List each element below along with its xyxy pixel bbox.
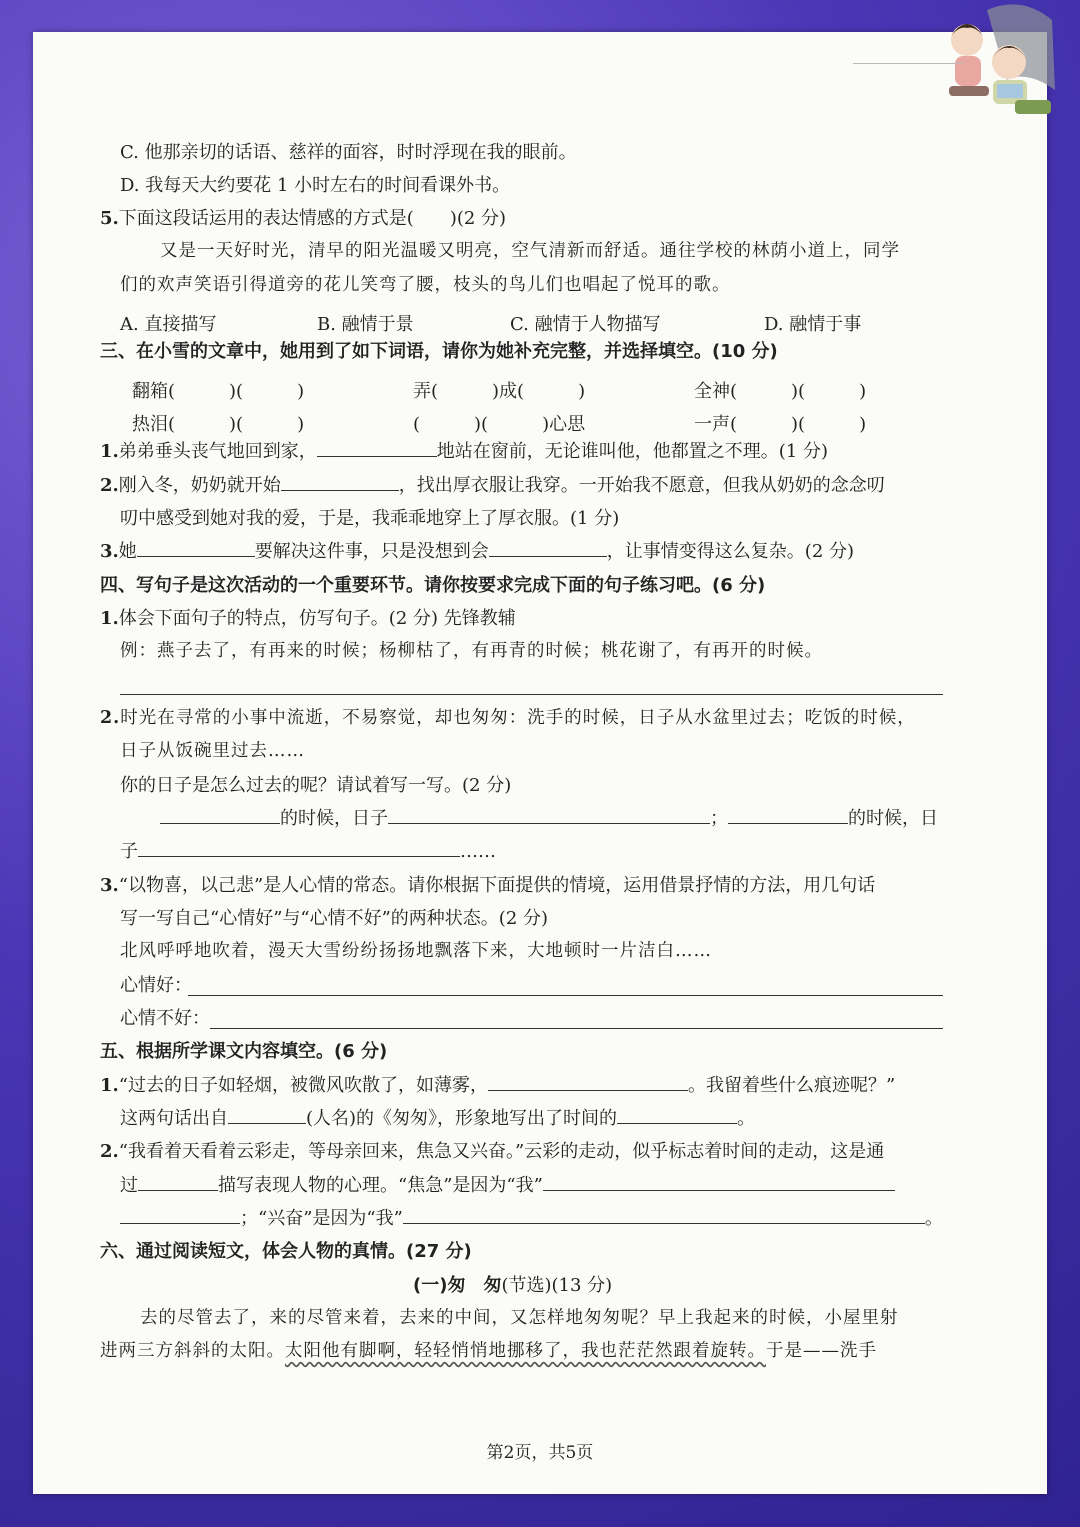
s4-q2-line-2: 日子从饭碗里过去……: [120, 741, 305, 761]
s5-q2-line-3: [120, 1210, 943, 1228]
s4-q2-fill-text-2: ；: [710, 808, 728, 829]
s5-q1-text-d: (人名)的《匆匆》，形象地写出了时间的: [306, 1108, 618, 1129]
s4-q2-number: 2.: [100, 708, 121, 728]
s3-q3-blank-1[interactable]: [137, 555, 255, 557]
s3-q1: [100, 443, 828, 461]
s5-q2-text-e: 。: [924, 1208, 943, 1229]
s3-q3-text-c: ，让事情变得这么复杂。(2 分): [606, 541, 855, 562]
s5-q2-blank-3[interactable]: [120, 1222, 240, 1224]
s4-q2-fill-text-5: ……: [460, 841, 496, 862]
s3-q2-cont: 叨中感受到她对我的爱，于是，我乖乖地穿上了厚衣服。(1 分): [120, 508, 620, 529]
s5-q2-text-a: “我看着天看着云彩走，等母亲回来，焦急又兴奋。”云彩的走动，似乎标志着时间的走动，这是通: [118, 1141, 885, 1162]
s6-passage-text-c: 于是——洗手: [766, 1341, 877, 1361]
s4-q2-blank-2[interactable]: [388, 822, 710, 824]
s6-passage-text-a: 进两三方斜斜的太阳。: [100, 1341, 285, 1361]
s3-q2: [100, 477, 885, 495]
s4-q2-fill-row: [160, 810, 938, 828]
s5-q2-blank-1[interactable]: [138, 1189, 218, 1191]
s5-q2-blank-2[interactable]: [543, 1189, 895, 1191]
s3-q3-blank-2[interactable]: [489, 555, 607, 557]
s6-passage-line-1: 去的尽管去了，来的尽管来着，去来的中间，又怎样地匆匆呢？早上我起来的时候，小屋里射: [140, 1308, 899, 1328]
s4-q2-blank-4[interactable]: [138, 855, 460, 857]
s6-sub-title: [413, 1277, 612, 1295]
s4-q1-example: 例：燕子去了，有再来的时候；杨柳枯了，有再青的时候；桃花谢了，有再开的时候。: [120, 641, 823, 661]
section-4-title: 四、写句子是这次活动的一个重要环节。请你按要求完成下面的句子练习吧。(6 分): [100, 575, 766, 596]
word-fill-1: 翻箱( )( ): [132, 381, 305, 402]
worksheet-content: [33, 32, 1047, 1494]
s5-q1-text-a: “过去的日子如轻烟，被微风吹散了，如薄雾，: [118, 1075, 488, 1096]
word-fill-5: ( )( )心思: [413, 414, 586, 435]
s3-q2-number: 2.: [100, 475, 119, 496]
s3-q2-blank[interactable]: [281, 489, 399, 491]
s4-q3-line-1: [100, 877, 875, 895]
s5-q2-line-2: [120, 1177, 895, 1195]
q5-option-b: B. 融情于景: [317, 314, 414, 335]
s5-q1-blank-1[interactable]: [488, 1089, 688, 1091]
s5-q1-text-e: 。: [737, 1108, 756, 1129]
s4-q3-bad-line[interactable]: [210, 1028, 943, 1029]
s6-passage-line-2: [100, 1343, 877, 1361]
s5-q2-number: 2.: [100, 1141, 119, 1162]
s4-q2-blank-1[interactable]: [160, 822, 280, 824]
s3-q1-text-a: 弟弟垂头丧气地回到家，: [118, 441, 317, 462]
s4-q1: [100, 610, 516, 628]
s3-q1-text-b: 地站在窗前，无论谁叫他，他都置之不理。(1 分): [436, 441, 829, 462]
s6-sub-title-note: (节选)(13 分): [501, 1275, 613, 1296]
s3-q3-text-a: 她: [118, 541, 137, 562]
s5-q1-line-2: [120, 1110, 755, 1128]
q5-number: 5.: [100, 208, 119, 229]
page-footer: 第2页，共5页: [486, 1443, 594, 1463]
s3-q3: [100, 543, 854, 561]
q5-stem-text: 下面这段话运用的表达情感的方式是( )(2 分): [118, 208, 507, 229]
s6-passage-wavy-underline: 太阳他有脚啊，轻轻悄悄地挪移了，我也茫茫然跟着旋转。: [285, 1341, 766, 1361]
s4-q2-text-a: 时光在寻常的小事中流逝，不易察觉，却也匆匆：洗手的时候，日子从水盆里过去；吃饭的时候，: [120, 708, 916, 728]
word-fill-2: 弄( )成( ): [413, 381, 586, 402]
q5-passage-line-2: 们的欢声笑语引得道旁的花儿笑弯了腰，枝头的鸟儿们也唱起了悦耳的歌。: [120, 275, 731, 295]
q5-stem: [100, 210, 506, 228]
s5-q1-text-c: 这两句话出自: [120, 1108, 228, 1129]
s4-q1-number: 1.: [100, 608, 119, 629]
section-5-title: 五、根据所学课文内容填空。(6 分): [100, 1041, 388, 1062]
q4-option-c: C. 他那亲切的话语、慈祥的面容，时时浮现在我的眼前。: [120, 142, 577, 163]
s4-q3-line-2: 写一写自己“心情好”与“心情不好”的两种状态。(2 分): [120, 908, 549, 929]
s4-q1-answer-line[interactable]: [120, 694, 943, 695]
s5-q1-blank-3[interactable]: [617, 1122, 737, 1124]
s4-q1-text: 体会下面句子的特点，仿写句子。(2 分) 先锋教辅: [118, 608, 516, 629]
s5-q1-blank-2[interactable]: [228, 1122, 306, 1124]
s4-q2-line-3: 你的日子是怎么过去的呢？请试着写一写。(2 分): [120, 775, 512, 796]
s4-q3-text-a: “以物喜，以己悲”是人心情的常态。请你根据下面提供的情境，运用借景抒情的方法，用几句话: [118, 875, 876, 896]
s4-q2-fill-text-1: 的时候，日子: [280, 808, 388, 829]
word-fill-6: 一声( )( ): [694, 414, 867, 435]
s4-q2-fill-row-2: [120, 843, 496, 861]
s3-q3-text-b: 要解决这件事，只是没想到会: [254, 541, 489, 562]
s5-q2-text-c: 描写表现人物的心理。“焦急”是因为“我”: [218, 1175, 543, 1196]
q5-option-d: D. 融情于事: [764, 314, 862, 335]
s3-q1-blank[interactable]: [317, 455, 437, 457]
s4-q3-bad-label: 心情不好：: [120, 1008, 210, 1029]
q5-option-c: C. 融情于人物描写: [510, 314, 661, 335]
word-fill-4: 热泪( )( ): [132, 414, 305, 435]
word-fill-3: 全神( )( ): [694, 381, 867, 402]
s5-q1-number: 1.: [100, 1075, 119, 1096]
q5-option-a: A. 直接描写: [120, 314, 217, 335]
s4-q3-good-line[interactable]: [188, 995, 943, 996]
s3-q2-text-a: 刚入冬，奶奶就开始: [118, 475, 281, 496]
s4-q3-number: 3.: [100, 875, 119, 896]
s5-q2-line-1: [100, 1143, 884, 1161]
s4-q2-fill-text-4: 子: [120, 841, 138, 862]
s4-q2-blank-3[interactable]: [728, 822, 848, 824]
s4-q3-scene: 北风呼呼地吹着，漫天大雪纷纷扬扬地飘落下来，大地顿时一片洁白……: [120, 941, 712, 961]
worksheet-page: [33, 32, 1047, 1494]
s5-q2-text-b: 过: [120, 1175, 138, 1196]
s4-q2-fill-text-3: 的时候，日: [848, 808, 938, 829]
s5-q2-text-d: ；“兴奋”是因为“我”: [240, 1208, 403, 1229]
s5-q2-blank-4[interactable]: [403, 1222, 925, 1224]
s6-sub-title-main: (一)匆 匆: [413, 1275, 502, 1296]
q4-option-d: D. 我每天大约要花 1 小时左右的时间看课外书。: [120, 175, 511, 196]
s4-q3-good-label: 心情好：: [120, 975, 192, 996]
s4-q2-line-1: [100, 710, 916, 728]
s3-q2-text-b: ，找出厚衣服让我穿。一开始我不愿意，但我从奶奶的念念叨: [398, 475, 885, 496]
q5-passage-line-1: 又是一天好时光，清早的阳光温暖又明亮，空气清新而舒适。通往学校的林荫小道上，同学: [160, 241, 900, 261]
s3-q1-number: 1.: [100, 441, 119, 462]
s3-q3-number: 3.: [100, 541, 119, 562]
s5-q1-line-1: [100, 1077, 895, 1095]
s5-q1-text-b: 。我留着些什么痕迹呢？”: [688, 1075, 896, 1096]
section-3-title: 三、在小雪的文章中，她用到了如下词语，请你为她补充完整，并选择填空。(10 分): [100, 341, 778, 362]
section-6-title: 六、通过阅读短文，体会人物的真情。(27 分): [100, 1241, 472, 1262]
